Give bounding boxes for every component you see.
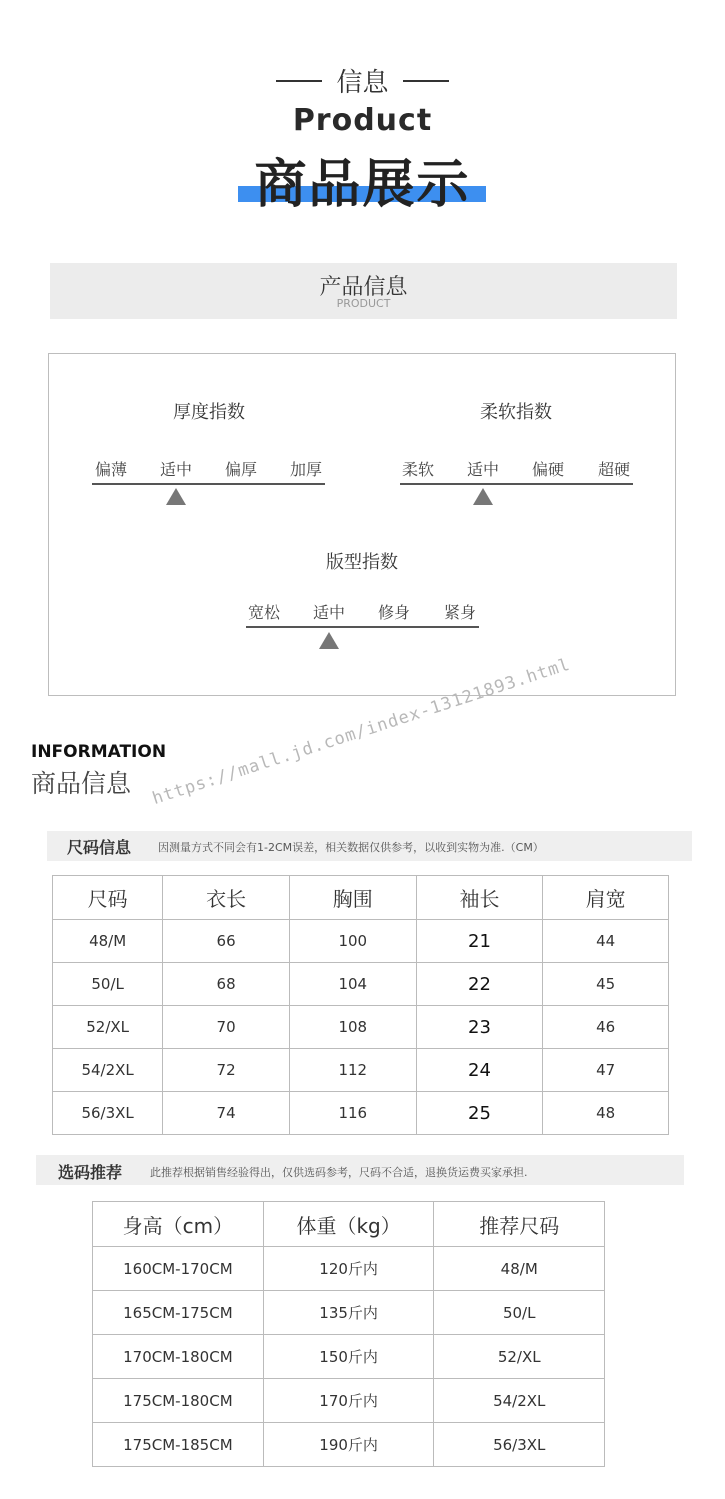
softness-option: 柔软 bbox=[401, 460, 434, 479]
table-cell: 52/XL bbox=[53, 1006, 163, 1049]
store-url-watermark: https://mall.jd.com/index-13121893.html bbox=[150, 654, 573, 810]
column-header: 衣长 bbox=[163, 876, 290, 920]
table-cell: 56/3XL bbox=[434, 1423, 605, 1467]
column-header: 袖长 bbox=[416, 876, 543, 920]
table-header-row bbox=[53, 876, 669, 920]
table-row bbox=[53, 1049, 669, 1092]
header-en-title: Product bbox=[292, 103, 433, 138]
table-cell: 24 bbox=[416, 1049, 543, 1092]
header-cn-title: 商品展示 bbox=[254, 155, 471, 215]
column-header: 推荐尺码 bbox=[434, 1202, 605, 1247]
table-cell: 112 bbox=[289, 1049, 416, 1092]
column-header: 身高（cm） bbox=[93, 1202, 264, 1247]
table-row bbox=[53, 1092, 669, 1135]
table-cell: 50/L bbox=[53, 963, 163, 1006]
table-cell: 47 bbox=[543, 1049, 669, 1092]
table-cell: 160CM-170CM bbox=[93, 1247, 264, 1291]
table-cell: 175CM-185CM bbox=[93, 1423, 264, 1467]
thickness-indicator-triangle bbox=[166, 488, 186, 505]
table-row bbox=[93, 1423, 605, 1467]
table-cell: 170CM-180CM bbox=[93, 1335, 264, 1379]
thickness-option: 偏厚 bbox=[224, 460, 257, 479]
table-row bbox=[93, 1335, 605, 1379]
table-cell: 52/XL bbox=[434, 1335, 605, 1379]
size-section-note: 因测量方式不同会有1-2CM误差，相关数据仅供参考，以收到实物为准.（CM） bbox=[158, 841, 544, 854]
softness-scale-line bbox=[400, 483, 633, 485]
size-section-title: 尺码信息 bbox=[67, 838, 132, 857]
information-en-heading: INFORMATION bbox=[31, 742, 167, 762]
table-cell: 48/M bbox=[434, 1247, 605, 1291]
recommend-section-title: 选码推荐 bbox=[58, 1163, 123, 1182]
table-cell: 135斤内 bbox=[263, 1291, 434, 1335]
table-header-row bbox=[93, 1202, 605, 1247]
fit-indicator-triangle bbox=[319, 632, 339, 649]
information-cn-heading: 商品信息 bbox=[31, 769, 132, 798]
thickness-scale-line bbox=[92, 483, 325, 485]
fit-option: 修身 bbox=[377, 603, 410, 622]
fit-scale-line bbox=[246, 626, 479, 628]
table-row bbox=[53, 963, 669, 1006]
table-cell: 72 bbox=[163, 1049, 290, 1092]
table-cell: 50/L bbox=[434, 1291, 605, 1335]
size-table bbox=[52, 875, 669, 1135]
table-row bbox=[93, 1291, 605, 1335]
softness-indicator-triangle bbox=[473, 488, 493, 505]
table-cell: 25 bbox=[416, 1092, 543, 1135]
table-cell: 46 bbox=[543, 1006, 669, 1049]
table-cell: 56/3XL bbox=[53, 1092, 163, 1135]
column-header: 胸围 bbox=[289, 876, 416, 920]
table-cell: 100 bbox=[289, 920, 416, 963]
table-cell: 45 bbox=[543, 963, 669, 1006]
size-recommend-table bbox=[92, 1201, 605, 1467]
table-cell: 175CM-180CM bbox=[93, 1379, 264, 1423]
table-cell: 120斤内 bbox=[263, 1247, 434, 1291]
table-cell: 170斤内 bbox=[263, 1379, 434, 1423]
table-cell: 54/2XL bbox=[434, 1379, 605, 1423]
table-cell: 74 bbox=[163, 1092, 290, 1135]
table-cell: 165CM-175CM bbox=[93, 1291, 264, 1335]
column-header: 尺码 bbox=[53, 876, 163, 920]
thickness-option: 加厚 bbox=[289, 460, 322, 479]
header-small-title: 信息 bbox=[336, 68, 389, 98]
table-row bbox=[93, 1379, 605, 1423]
table-row bbox=[53, 1006, 669, 1049]
thickness-option: 偏薄 bbox=[94, 460, 127, 479]
table-cell: 22 bbox=[416, 963, 543, 1006]
softness-option: 超硬 bbox=[597, 460, 630, 479]
table-cell: 68 bbox=[163, 963, 290, 1006]
header-right-line bbox=[403, 80, 449, 82]
thickness-index-title: 厚度指数 bbox=[173, 402, 245, 423]
fit-option: 适中 bbox=[312, 603, 345, 622]
banner-subtitle: PRODUCT bbox=[336, 297, 391, 310]
table-cell: 150斤内 bbox=[263, 1335, 434, 1379]
thickness-option: 适中 bbox=[159, 460, 192, 479]
table-cell: 190斤内 bbox=[263, 1423, 434, 1467]
table-cell: 70 bbox=[163, 1006, 290, 1049]
fit-index-title: 版型指数 bbox=[326, 552, 398, 573]
table-cell: 44 bbox=[543, 920, 669, 963]
softness-index-title: 柔软指数 bbox=[480, 402, 552, 423]
table-cell: 48/M bbox=[53, 920, 163, 963]
softness-option: 偏硬 bbox=[531, 460, 564, 479]
column-header: 肩宽 bbox=[543, 876, 669, 920]
column-header: 体重（kg） bbox=[263, 1202, 434, 1247]
table-row bbox=[93, 1247, 605, 1291]
table-cell: 104 bbox=[289, 963, 416, 1006]
table-cell: 54/2XL bbox=[53, 1049, 163, 1092]
banner-title: 产品信息 bbox=[319, 275, 408, 300]
table-cell: 48 bbox=[543, 1092, 669, 1135]
softness-option: 适中 bbox=[466, 460, 499, 479]
table-cell: 66 bbox=[163, 920, 290, 963]
fit-option: 紧身 bbox=[443, 603, 476, 622]
table-cell: 108 bbox=[289, 1006, 416, 1049]
table-cell: 116 bbox=[289, 1092, 416, 1135]
table-row bbox=[53, 920, 669, 963]
table-cell: 21 bbox=[416, 920, 543, 963]
table-cell: 23 bbox=[416, 1006, 543, 1049]
fit-option: 宽松 bbox=[247, 603, 280, 622]
recommend-section-note: 此推荐根据销售经验得出，仅供选码参考，尺码不合适，退换货运费买家承担. bbox=[150, 1166, 528, 1179]
